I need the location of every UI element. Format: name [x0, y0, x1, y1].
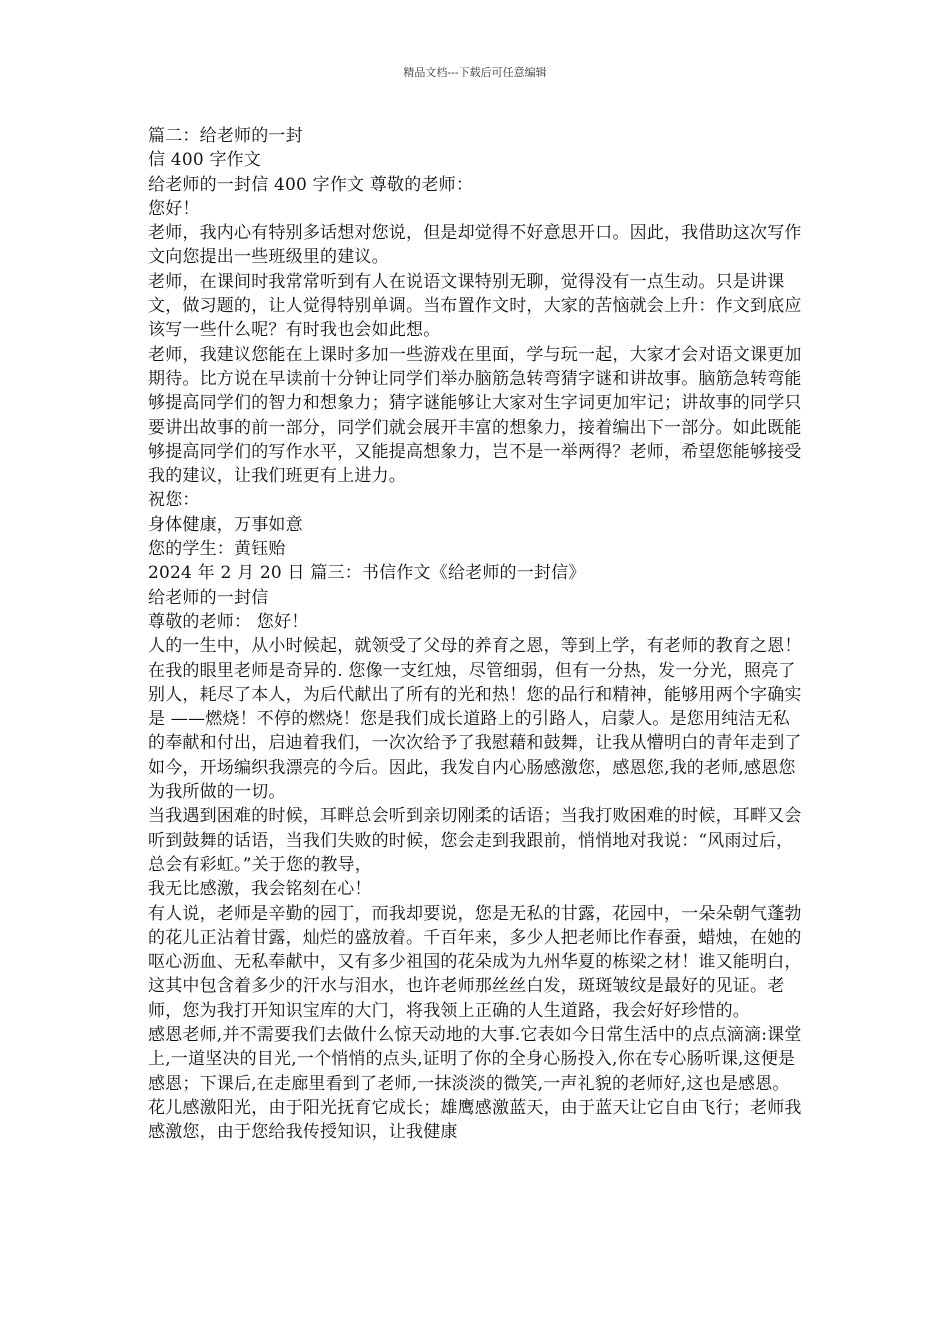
- paragraph: 老师，在课间时我常常听到有人在说语文课特别无聊，觉得没有一点生动。只是讲课文，做习题的，让人觉得特别单调。当布置作文时，大家的苦恼就会上升：作文到底应该写一些什么呢？有时我也会如此想。: [148, 271, 802, 341]
- paragraph: 当我遇到困难的时候，耳畔总会听到亲切刚柔的话语；当我打败困难的时候，耳畔又会听到鼓舞的话语，当我们失败的时候，您会走到我跟前，悄悄地对我说：“风雨过后，总会有彩虹。”关于您的教导，: [148, 806, 802, 875]
- greeting: 您好！: [148, 198, 200, 219]
- page-header: 精品文档---下载后可任意编辑: [403, 66, 547, 79]
- signature: 您的学生：黄钰贻: [148, 539, 286, 560]
- paragraph: 我无比感激，我会铭刻在心！: [148, 879, 372, 900]
- document-body: [148, 124, 802, 1144]
- letter-title-salutation: 给老师的一封信 400 字作文 尊敬的老师：: [148, 174, 474, 195]
- paragraph: 有人说，老师是辛勤的园丁，而我却要说，您是无私的甘露，花园中，一朵朵朝气蓬勃的花儿正沾着甘露，灿烂的盛放着。千百年来，多少人把老师比作春蚕，蜡烛，在她的呕心沥血、无私奉献中，又有多少祖国的花朵成为九州华夏的栋梁之材！谁又能明白，这其中包含着多少的汗水与泪水，也许老师那丝丝白发，斑斑皱纹是最好的见证。老师，您为我打开知识宝库的大门，将我领上正确的人生道路，我会好好珍惜的。: [148, 903, 802, 1021]
- paragraph: 老师，我内心有特别多话想对您说，但是却觉得不好意思开口。因此，我借助这次写作文向您提出一些班级里的建议。: [148, 223, 802, 268]
- date-and-section-heading: 2024 年 2 月 20 日 篇三：书信作文《给老师的一封信》: [148, 563, 586, 584]
- section-heading-continued: 信 400 字作文: [148, 150, 262, 171]
- paragraph: 感恩老师,并不需要我们去做什么惊天动地的大事.它表如今日常生活中的点点滴滴:课堂上,一道坚决的目光,一个悄悄的点头,证明了你的全身心肠投入,你在专心肠听课,这便是感恩；下课后,在走廊里看到了老师,一抹淡淡的微笑,一声礼貌的老师好,这也是感恩。花儿感激阳光，由于阳光抚育它成长；雄鹰感激蓝天，由于蓝天让它自由飞行；老师我感激您，由于您给我传授知识，让我健康: [148, 1024, 802, 1143]
- letter-title: 给老师的一封信: [148, 587, 269, 608]
- closing-wish: 身体健康，万事如意: [148, 514, 303, 535]
- section-heading: 篇二：给老师的一封: [148, 126, 303, 146]
- paragraph: 老师，我建议您能在上课时多加一些游戏在里面，学与玩一起，大家才会对语文课更加期待。比方说在早读前十分钟让同学们举办脑筋急转弯猜字谜和讲故事。脑筋急转弯能够提高同学们的智力和想象力；猜字谜能够让大家对生字词更加牢记；讲故事的同学只要讲出故事的前一部分，同学们就会展开丰富的想象力，接着编出下一部分。如此既能够提高同学们的写作水平，又能提高想象力，岂不是一举两得？老师，希望您能够接受我的建议，让我们班更有上进力。: [148, 344, 802, 487]
- paragraph: 人的一生中，从小时候起，就领受了父母的养育之恩，等到上学，有老师的教育之恩！在我的眼里老师是奇异的. 您像一支红烛，尽管细弱，但有一分热，发一分光，照亮了别人，耗尽了本人，为后代献出了所有的光和热！您的品行和精神，能够用两个字确实是 ——燃烧！不停的燃烧！您是我们成长道路上的引路人，启蒙人。是您用纯洁无私的奉献和付出，启迪着我们，一次次给予了我慰藉和鼓舞，让我从懵明白的青年走到了如今，开场编织我漂亮的今后。因此，我发自内心肠感激您，感恩您,我的老师,感恩您为我所做的一切。: [148, 636, 802, 803]
- closing-wish: 祝您：: [148, 490, 200, 511]
- salutation: 尊敬的老师： 您好！: [148, 611, 309, 632]
